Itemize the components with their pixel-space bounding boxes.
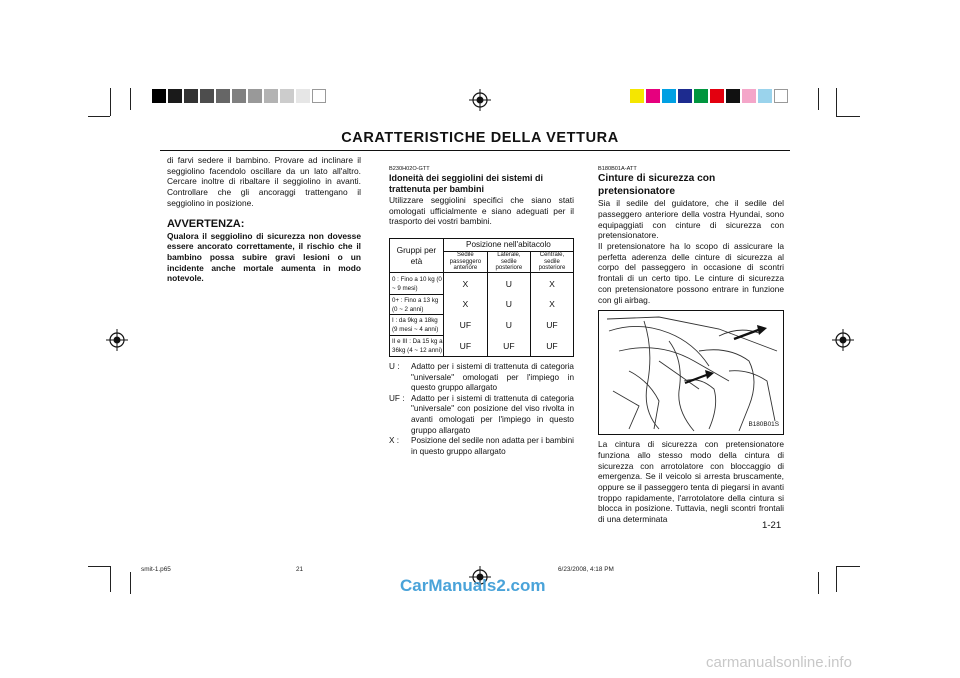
color-swatch [758,89,772,103]
paragraph: Sia il sedile del guidatore, che il sedile del passeggero anteriore della vostra Hyundai, sono equipaggiati con cinture di sicurezza con pretensionatore. [598,198,784,241]
table-cell: UF [530,336,573,357]
section-code: B180B01A-ATT [598,166,637,172]
color-swatch [216,89,230,103]
section-heading: Cinture di sicurezza con pretensionatore [598,173,716,197]
section-heading: Idoneità dei seggiolini dei sistemi di trattenuta per bambini [389,173,544,194]
crop-mark [110,566,111,592]
color-swatch [630,89,644,103]
footer-date: 6/23/2008, 4:18 PM [558,566,614,573]
legend-key: X : [389,436,400,446]
legend-key: UF : [389,393,405,403]
color-swatch [248,89,262,103]
legend-text: Posizione del sedile non adatta per i bambini in questo gruppo allargato [411,436,574,456]
color-swatch [280,89,294,103]
table-row-label: 0+ : Fino a 13 kg (0 ~ 2 anni) [390,295,444,315]
table-cell: X [443,295,487,315]
legend-item [389,394,574,436]
crop-mark [818,88,819,110]
section-intro: Utilizzare seggiolini specifici che siano stati omologati ufficialmente e siano adeguati per il trasporto dei vostri bambini. [389,195,574,227]
table-row-label: II e III : Da 15 kg a 36kg (4 ~ 12 anni) [390,336,444,357]
seat-belt-illustration-icon [599,311,783,434]
legend-item [389,362,574,394]
color-swatch [264,89,278,103]
footer-page: 21 [296,566,304,573]
color-swatch [694,89,708,103]
header-rule [160,150,790,151]
table-col-header: Sedile passeggero anteriore [443,252,487,273]
crop-mark [130,88,131,110]
pretensioner-illustration [598,310,784,435]
color-swatch [774,89,788,103]
color-swatch [726,89,740,103]
registration-target-icon [106,329,128,351]
left-column [167,155,361,284]
crop-mark [836,88,837,116]
color-swatch [312,89,326,103]
legend-text: Adatto per i sistemi di trattenuta di categoria "universale" omologati per l'impiego in questo gruppo allargato [411,362,574,393]
crop-mark [130,572,131,594]
watermark-text: carmanualsonline.info [706,654,852,671]
table-cell: UF [443,315,487,336]
crop-mark [818,572,819,594]
registration-target-icon [469,89,491,111]
table-cell: X [530,273,573,295]
figure-label: B180B01S [748,420,779,428]
table-cell: UF [530,315,573,336]
color-swatch [742,89,756,103]
table-cell: U [487,295,530,315]
table-group-header: Posizione nell'abitacolo [443,239,573,252]
color-swatch [232,89,246,103]
color-swatch [646,89,660,103]
page-number: 1-21 [762,520,782,531]
table-col-header: Laterale, sedile posteriore [487,252,530,273]
paragraph: Il pretensionatore ha lo scopo di assicurare la perfetta aderenza delle cinture di sicurezza al corpo del passeggero in occasione di scontri frontali di un certo tipo. Le cinture di sicurezza con pretensionatore possono entrare in funzione con gli airbag. [598,241,784,305]
right-column [598,166,784,525]
warning-title: AVVERTENZA: [167,217,245,230]
watermark-link[interactable]: CarManuals2.com [400,576,546,595]
crop-mark [836,566,860,567]
crop-mark [88,116,110,117]
middle-column [389,166,574,457]
table-cell: U [487,273,530,295]
table-legend [389,362,574,457]
color-swatch [710,89,724,103]
table-col-header: Centrale, sedile posteriore [530,252,573,273]
warning-text: Qualora il seggiolino di sicurezza non dovesse essere ancorato correttamente, il rischio che il bambino possa subire gravi lesioni o un incidente anche mortale aumenta in modo notevole. [167,230,361,284]
table-cell: X [530,295,573,315]
registration-target-icon [832,329,854,351]
color-swatch [168,89,182,103]
table-row-label: I : da 9kg a 18kg (9 mesi ~ 4 anni) [390,315,444,336]
legend-item [389,436,574,457]
color-swatch [152,89,166,103]
crop-mark [88,566,110,567]
crop-mark [836,116,860,117]
page-title: CARATTERISTICHE DELLA VETTURA [341,130,619,146]
table-cell: X [443,273,487,295]
intro-paragraph: di farvi sedere il bambino. Provare ad inclinare il seggiolino facendolo oscillare da un lato all'altro. Cercare inoltre di ribaltare il seggiolino in avanti. Controllare che gli ancoraggi trattengano il seggiolino in posizione. [167,155,361,208]
section-code: B230H02O-GTT [389,166,430,172]
table-cell: U [487,315,530,336]
color-swatch [200,89,214,103]
table-cell: UF [443,336,487,357]
footer-file: smit-1.p65 [141,566,171,573]
table-cell: UF [487,336,530,357]
legend-key: U : [389,362,400,372]
crop-mark [110,88,111,116]
child-seat-table [389,238,574,357]
legend-text: Adatto per i sistemi di trattenuta di categoria "universale" con posizione del viso rivolta in avanti omologati per l'impiego in questo gruppo allargato [411,393,574,435]
color-swatch [662,89,676,103]
table-row-label: 0 : Fino a 10 kg (0 ~ 9 mesi) [390,273,444,295]
crop-mark [836,566,837,592]
paragraph: La cintura di sicurezza con pretensionatore funziona allo stesso modo della cintura di sicurezza con arrotolatore con bloccaggio di emergenza. Se il veicolo si arresta bruscamente, oppure se il passeggero tenta di piegarsi in avanti troppo rapidamente, l'arrotolatore della cintura si blocca in posizione. Tuttavia, negli scontri frontali di una determinata [598,439,784,525]
table-corner-cell: Gruppi per età [390,239,444,273]
color-swatch [296,89,310,103]
color-swatch [678,89,692,103]
color-swatch [184,89,198,103]
